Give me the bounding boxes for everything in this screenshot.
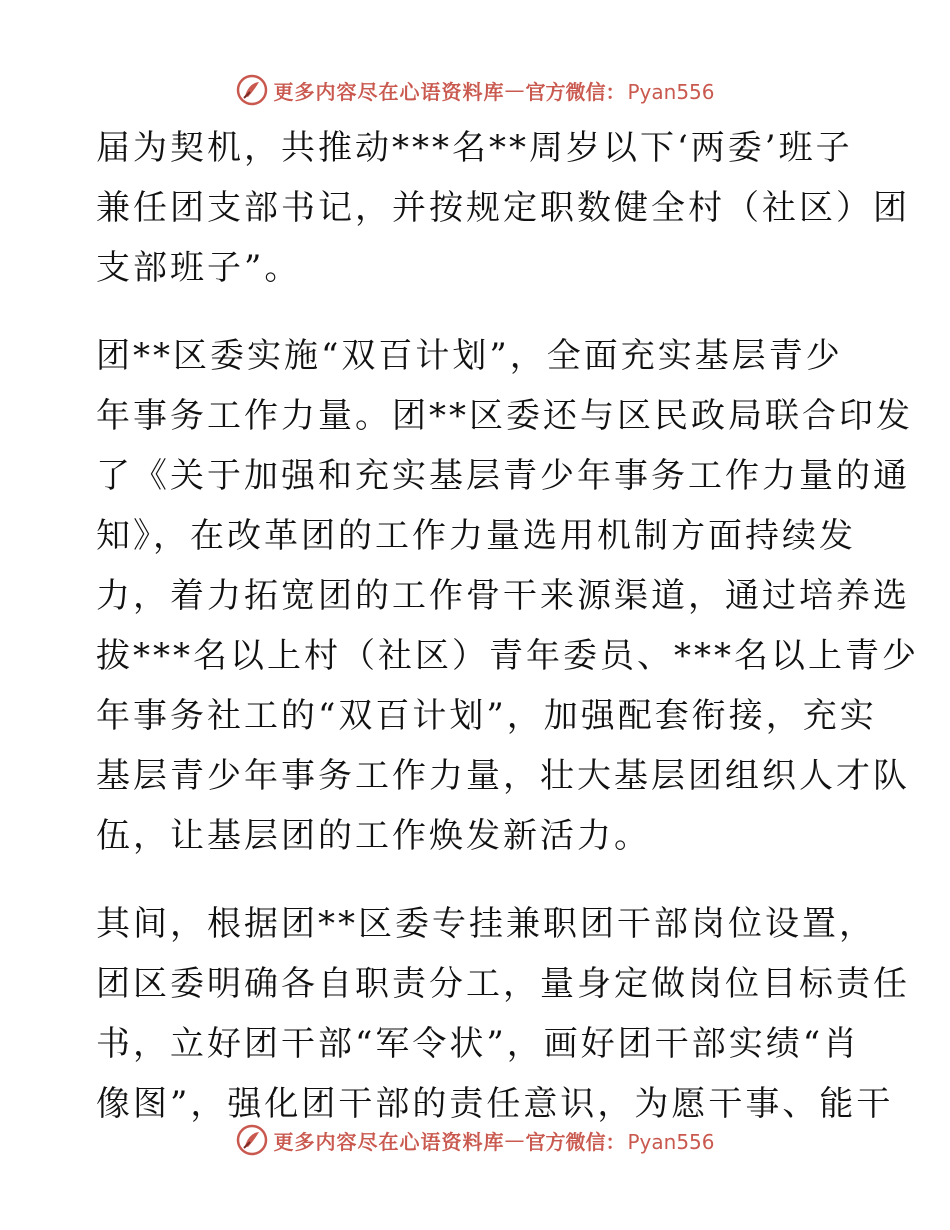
banner-contact — [525, 1126, 714, 1155]
banner-contact-label: 官方微信： — [525, 1129, 626, 1154]
text-line: 知》，在改革团的工作力量选用机制方面持续发 — [96, 516, 856, 556]
brand-logo-icon — [235, 73, 269, 107]
text-line: 团区委明确各自职责分工，量身定做岗位目标责任 — [96, 964, 910, 1004]
text-line: 拔***名以上村（社区）青年委员、***名以上青少 — [96, 636, 919, 676]
text-line: 伍，让基层团的工作焕发新活力。 — [96, 816, 651, 856]
text-line: 基层青少年事务工作力量，壮大基层团组织人才队 — [96, 756, 910, 796]
text-line: 像图”，强化团干部的责任意识，为愿干事、能干 — [96, 1084, 894, 1124]
text-line: 书，立好团干部“军令状”，画好团干部实绩“肖 — [96, 1024, 861, 1064]
document-body — [96, 118, 919, 1134]
text-line: 届为契机，共推动***名**周岁以下‘两委’班子 — [96, 128, 853, 168]
banner-contact-label: 官方微信： — [525, 79, 626, 104]
paragraph — [96, 326, 919, 866]
paragraph-gap — [96, 298, 856, 326]
text-line: 年事务社工的“双百计划”，加强配套衔接，充实 — [96, 696, 877, 736]
text-line: 兼任团支部书记，并按规定职数健全村（社区）团 — [96, 188, 910, 228]
paragraph — [96, 894, 910, 1134]
banner-separator: — — [504, 78, 526, 102]
paragraph — [96, 118, 910, 298]
footer-banner — [0, 1120, 950, 1160]
header-banner — [0, 70, 950, 110]
banner-contact — [525, 76, 714, 105]
paragraph-gap — [96, 866, 856, 894]
banner-contact-id: Pyan556 — [627, 1129, 715, 1154]
banner-separator: — — [504, 1128, 526, 1152]
text-line: 其间，根据团**区委专挂兼职团干部岗位设置， — [96, 904, 876, 944]
text-line: 年事务工作力量。团**区委还与区民政局联合印发 — [96, 396, 913, 436]
text-line: 团**区委实施“双百计划”，全面充实基层青少 — [96, 336, 843, 376]
text-line: 了《关于加强和充实基层青少年事务工作力量的通 — [96, 456, 910, 496]
banner-contact-id: Pyan556 — [627, 79, 715, 104]
text-line: 力，着力拓宽团的工作骨干来源渠道，通过培养选 — [96, 576, 910, 616]
banner-title: 更多内容尽在心语资料库 — [273, 79, 505, 104]
brand-logo-icon — [235, 1123, 269, 1157]
text-line: 支部班子”。 — [96, 248, 302, 288]
banner-title: 更多内容尽在心语资料库 — [273, 1129, 505, 1154]
